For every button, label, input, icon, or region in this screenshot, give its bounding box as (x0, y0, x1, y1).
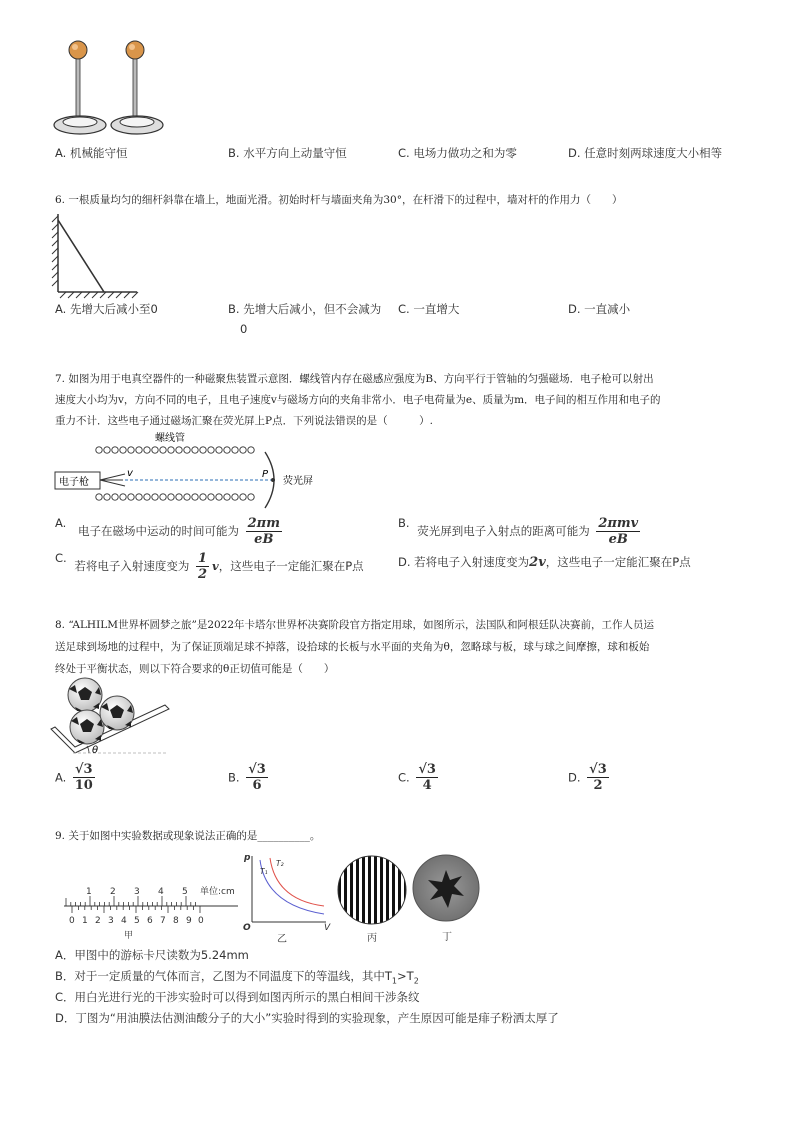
q7-stem-line2: 速度大小均为v，方向不同的电子，且电子速度v与磁场方向的夹角非常小．电子电荷量为e、质量为m．电子间的相互作用和电子的 (55, 394, 661, 406)
q7-d-math: 2v (529, 555, 546, 570)
q7-c-text: 若将电子入射速度变为 (74, 559, 190, 573)
q6-figure (52, 212, 142, 300)
velocity-label: v (127, 468, 133, 479)
q8-b-prefix: B. (228, 770, 240, 785)
q9-option-d[interactable]: D．丁图为“用油膜法估测油酸分子的大小”实验时得到的实验现象，产生原因可能是痱子粉洒太厚了 (55, 1011, 559, 1025)
q9-b-sub2: 2 (413, 976, 419, 986)
q9-option-a[interactable]: A．甲图中的游标卡尺读数为5.24mm (55, 948, 249, 962)
ruler-unit: 单位:cm (200, 887, 235, 897)
q8-d-fraction: $\frac{√3}{2}$ (589, 762, 607, 793)
ball-bottom-right (100, 696, 134, 730)
q6-option-b-cont: 0 (240, 322, 248, 336)
q6-stem: 6. 一根质量均匀的细杆斜靠在墙上，地面光滑。初始时杆与墙面夹角为30°，在杆滑下的过程中，墙对杆的作用力（ ） (55, 194, 623, 206)
q8-c-fraction: $\frac{√3}{4}$ (418, 762, 436, 793)
q7-b-text: 荧光屏到电子入射点的距离可能为 (417, 524, 590, 538)
q8-stem-line2: 送足球到场地的过程中，为了保证顶端足球不掉落，设拾球的长板与水平面的夹角为θ，忽略球与板，球与球之间摩擦，球和板始 (55, 641, 650, 653)
q5-option-b[interactable]: B. 水平方向上动量守恒 (228, 146, 347, 160)
q6-option-a[interactable]: A. 先增大后减小至0 (55, 302, 158, 316)
q9-b-gt: >T (397, 969, 414, 983)
q8-stem-line1: 8. “ALHILM世界杯圆梦之旅”是2022年卡塔尔世界杯决赛阶段官方指定用球，如图所示，法国队和阿根廷队决赛前，工作人员运 (55, 619, 655, 631)
rod (58, 220, 104, 292)
vernier-tick: 0 (198, 916, 204, 926)
q9-figure-ding-oil-film (412, 852, 484, 944)
label-ding: 丁 (442, 932, 452, 943)
q7-option-a[interactable] (55, 516, 285, 547)
ruler-tick: 4 (158, 887, 164, 897)
stand-left (54, 41, 106, 134)
q7-c-text2: ，这些电子一定能汇聚在P点 (218, 559, 364, 573)
q8-figure (55, 675, 180, 760)
point-p-label: P (262, 469, 269, 480)
q8-option-d[interactable] (568, 762, 612, 793)
axis-p: p (244, 853, 251, 863)
q7-c-fraction: $\frac{1}{2}$ (198, 551, 208, 582)
q7-a-text: 电子在磁场中运动的时间可能为 (77, 524, 239, 538)
q7-figure (55, 430, 355, 510)
q8-a-fraction: $\frac{√3}{10}$ (74, 762, 93, 793)
q5-option-d[interactable]: D. 任意时刻两球速度大小相等 (568, 146, 723, 160)
q7-option-b[interactable] (398, 516, 643, 547)
solenoid-bottom (96, 494, 254, 500)
ball-top (68, 678, 102, 712)
q6-option-c[interactable]: C. 一直增大 (398, 302, 460, 316)
q8-option-b[interactable] (228, 762, 271, 793)
q7-c-var: v (212, 559, 219, 573)
q9-stem: 9. 关于如图中实验数据或现象说法正确的是__________。 (55, 830, 321, 842)
q7-a-fraction: $\frac{2\pi m}{eB}$ (247, 516, 280, 547)
q7-stem-line3: 重力不计．这些电子通过磁场汇聚在荧光屏上P点．下列说法错误的是（ ）. (55, 415, 433, 427)
vernier-tick: 6 (147, 916, 153, 926)
q6-option-d[interactable]: D. 一直减小 (568, 302, 631, 316)
solenoid-top (96, 447, 254, 453)
vernier-tick: 9 (186, 916, 192, 926)
q9-figure-yi-isotherms (240, 850, 335, 945)
q7-b-fraction: $\frac{\text{2πmv}}{eB}$ (598, 516, 639, 547)
label-t1: T₁ (260, 867, 268, 876)
q8-c-prefix: C. (398, 770, 410, 785)
ruler-tick: 1 (86, 887, 92, 897)
electron-gun-label: 电子枪 (59, 477, 89, 488)
q6-option-b[interactable]: B. 先增大后减小，但不会减为 (228, 302, 382, 316)
q9-b-text: B．对于一定质量的气体而言，乙图为不同温度下的等温线，其中T (55, 969, 392, 983)
q7-a-prefix: A. (55, 516, 67, 530)
q7-b-prefix: B. (398, 516, 410, 530)
vernier-tick: 2 (95, 916, 101, 926)
origin-o: O (243, 923, 251, 933)
vernier-tick: 4 (121, 916, 127, 926)
vernier-tick: 0 (69, 916, 75, 926)
q7-stem-line1: 7. 如图为用于电真空器件的一种磁聚焦装置示意图．螺线管内存在磁感应强度为B、方向平行于管轴的匀强磁场．电子枪可以射出 (55, 373, 654, 385)
ruler-tick: 2 (110, 887, 116, 897)
ruler-tick: 3 (134, 887, 140, 897)
q8-d-prefix: D. (568, 770, 581, 785)
q5-option-a[interactable]: A. 机械能守恒 (55, 146, 128, 160)
q8-option-a[interactable] (55, 762, 98, 793)
vernier-tick: 7 (160, 916, 166, 926)
q9-b-sub1: 1 (391, 976, 398, 986)
vernier-tick: 1 (82, 916, 88, 926)
q8-b-fraction: $\frac{√3}{6}$ (248, 762, 266, 793)
q7-d-text: D. 若将电子入射速度变为 (398, 555, 530, 569)
screen-label: 荧光屏 (283, 476, 313, 487)
q5-figure (50, 38, 180, 138)
axis-v: V (324, 923, 331, 933)
q7-d-text2: ，这些电子一定能汇聚在P点 (545, 555, 691, 569)
q9-option-c[interactable]: C．用白光进行光的干涉实验时可以得到如图丙所示的黑白相间干涉条纹 (55, 990, 420, 1004)
vernier-tick: 3 (108, 916, 114, 926)
solenoid-label: 螺线管 (155, 433, 185, 444)
q9-figure-jia-vernier (62, 880, 242, 942)
stand-right (111, 41, 163, 134)
theta-label: θ (92, 745, 99, 756)
q7-c-prefix: C. (55, 551, 67, 565)
q8-a-prefix: A. (55, 770, 67, 785)
q5-option-c[interactable]: C. 电场力做功之和为零 (398, 146, 517, 160)
q7-option-c[interactable] (55, 551, 364, 582)
label-bing: 丙 (367, 933, 377, 944)
label-jia: 甲 (124, 931, 134, 941)
label-yi: 乙 (277, 934, 287, 945)
ruler-tick: 5 (182, 887, 188, 897)
isotherm-t1 (260, 860, 324, 914)
q8-option-c[interactable] (398, 762, 441, 793)
q9-figure-bing-fringes (336, 854, 411, 944)
ball-bottom-left (70, 710, 104, 744)
q8-stem-line3: 终处于平衡状态，则以下符合要求的θ正切值可能是（ ） (55, 663, 335, 675)
vernier-tick: 5 (134, 916, 140, 926)
vernier-tick: 8 (173, 916, 179, 926)
label-t2: T₂ (276, 859, 284, 868)
q7-option-d[interactable] (398, 554, 691, 570)
